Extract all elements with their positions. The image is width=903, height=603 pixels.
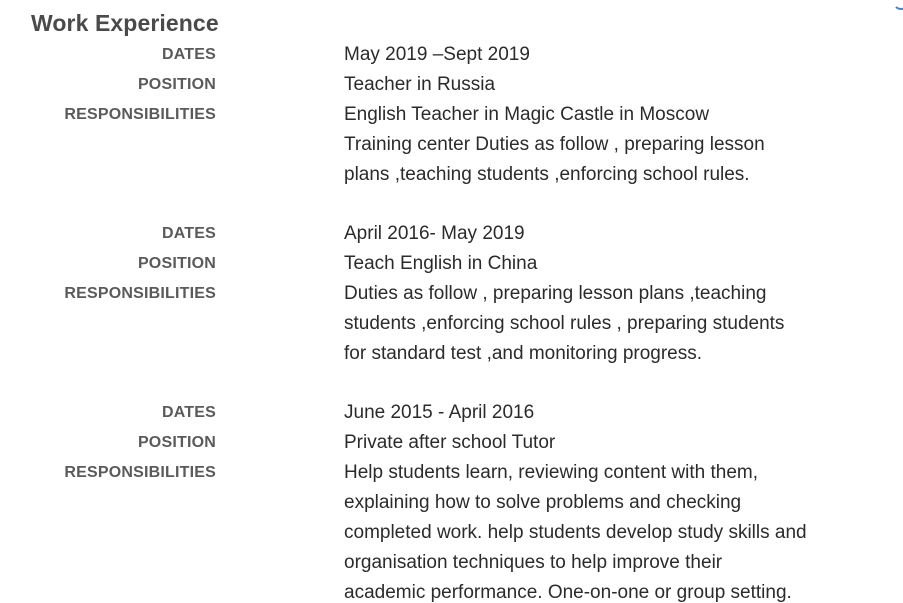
responsibilities-value [344,100,824,190]
dates-value: April 2016- May 2019 [344,223,525,244]
responsibilities-value [344,458,824,603]
experience-entry [0,219,903,364]
responsibilities-line: explaining how to solve problems and checking [344,492,742,513]
responsibilities-line: Training center Duties as follow , preparing lesson [344,134,765,155]
responsibilities-line: plans ,teaching students ,enforcing school rules. [344,164,750,185]
dates-row [0,219,903,249]
position-label: POSITION [137,76,216,93]
responsibilities-line: completed work. help students develop study skills and [344,522,807,543]
responsibilities-value [344,279,824,369]
position-row [0,428,903,458]
responsibilities-row [0,279,903,364]
responsibilities-line: students ,enforcing school rules , preparing students [344,313,785,334]
dates-value: June 2015 - April 2016 [344,402,535,423]
section-title: Work Experience [31,10,219,36]
position-value: Teacher in Russia [344,74,496,95]
position-label: POSITION [137,255,216,272]
responsibilities-label: RESPONSIBILITIES [64,106,216,123]
responsibilities-line: for standard test ,and monitoring progress. [344,343,703,364]
position-value: Private after school Tutor [344,432,556,453]
responsibilities-row [0,458,903,603]
position-value: Teach English in China [344,253,538,274]
responsibilities-label: RESPONSIBILITIES [64,285,216,302]
dates-value: May 2019 –Sept 2019 [344,44,530,65]
position-row [0,249,903,279]
dates-label: DATES [161,46,216,63]
experience-entry [0,40,903,185]
responsibilities-line: English Teacher in Magic Castle in Moscow [344,104,710,125]
responsibilities-label: RESPONSIBILITIES [64,464,216,481]
responsibilities-line: Help students learn, reviewing content with them, [344,462,758,483]
dates-row [0,398,903,428]
responsibilities-line: Duties as follow , preparing lesson plans ,teaching [344,283,767,304]
responsibilities-line: organisation techniques to help improve their [344,552,723,573]
dates-row [0,40,903,70]
dates-label: DATES [161,404,216,421]
experience-entry [0,398,903,603]
position-row [0,70,903,100]
position-label: POSITION [137,434,216,451]
corner-arc-icon [893,0,903,10]
dates-label: DATES [161,225,216,242]
responsibilities-row [0,100,903,185]
responsibilities-line: academic performance. One-on-one or group setting. [344,582,792,603]
